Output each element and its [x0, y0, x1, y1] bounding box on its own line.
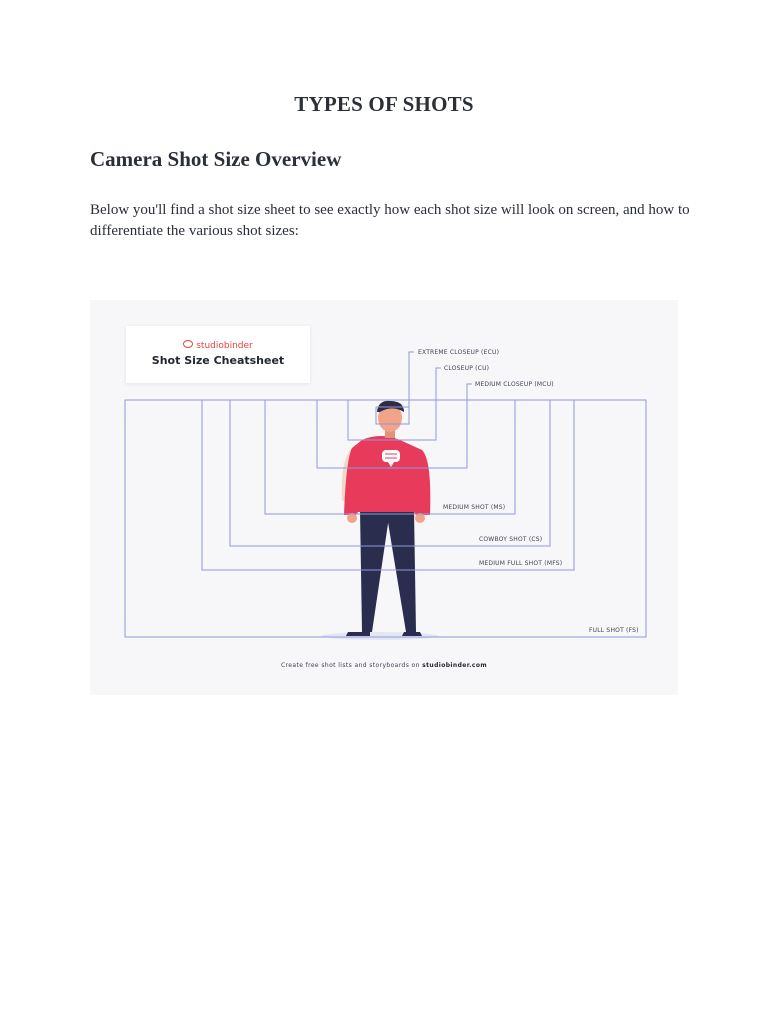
label-mfs: MEDIUM FULL SHOT (MFS): [479, 560, 563, 567]
intro-paragraph: Below you'll find a shot size sheet to see exactly how each shot size will look on screen, and how to differentiate the various shot sizes:: [90, 202, 690, 239]
person-illustration: [322, 401, 438, 640]
label-cu: CLOSEUP (CU): [444, 365, 490, 372]
brand-logo: [126, 340, 310, 351]
label-cs: COWBOY SHOT (CS): [479, 536, 543, 543]
brand-name: studiobinder: [196, 341, 253, 351]
footer-text: Create free shot lists and storyboards on: [280, 662, 423, 669]
shot-size-cheatsheet-figure: [90, 300, 678, 695]
figure-footer: [90, 662, 678, 669]
label-fs: FULL SHOT (FS): [589, 627, 639, 634]
label-mcu: MEDIUM CLOSEUP (MCU): [475, 381, 554, 388]
footer-link[interactable]: studiobinder.com: [422, 662, 488, 669]
cheatsheet-title: Shot Size Cheatsheet: [151, 354, 285, 367]
cheatsheet-card: [126, 326, 310, 383]
speech-bubble-icon: [183, 340, 193, 348]
section-heading: Camera Shot Size Overview: [90, 147, 342, 171]
label-ms: MEDIUM SHOT (MS): [443, 504, 506, 511]
label-ecu: EXTREME CLOSEUP (ECU): [418, 349, 500, 356]
page-title: TYPES OF SHOTS: [294, 92, 474, 116]
